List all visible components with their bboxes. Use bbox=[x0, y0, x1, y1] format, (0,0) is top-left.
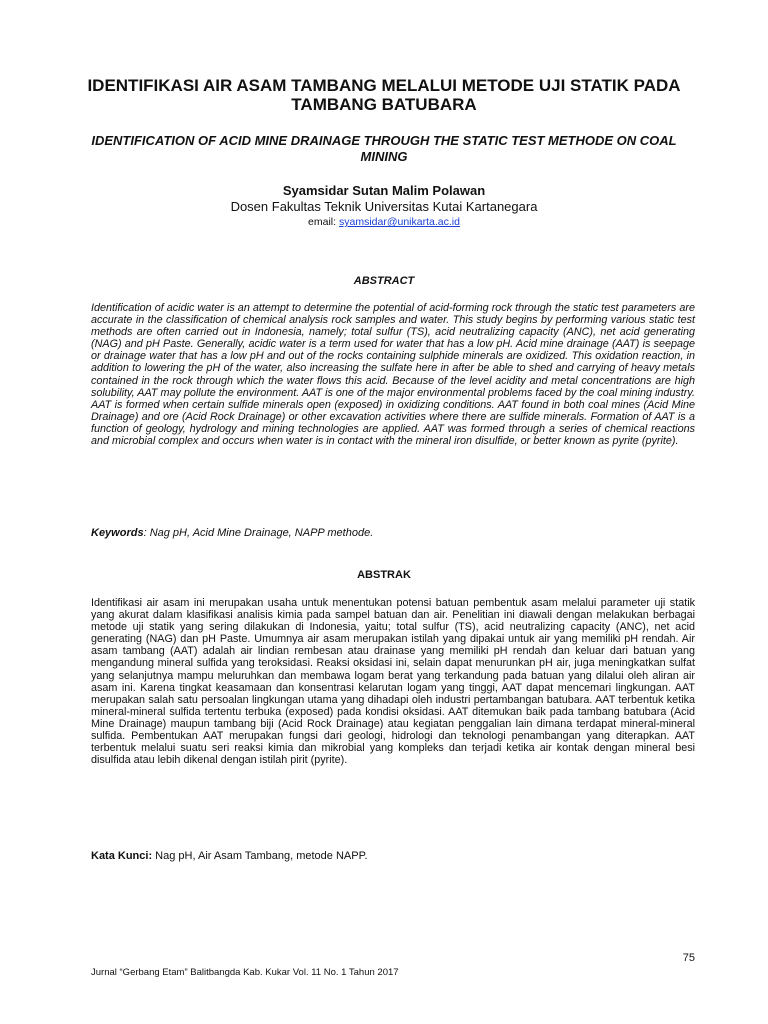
author-name: Syamsidar Sutan Malim Polawan bbox=[282, 183, 486, 198]
page-number: 75 bbox=[682, 952, 695, 964]
email-label: email: bbox=[308, 216, 337, 228]
kata-kunci-text: Nag pH, Air Asam Tambang, metode NAPP. bbox=[152, 850, 368, 862]
email-link[interactable]: syamsidar@unikarta.ac.id bbox=[338, 216, 460, 228]
paper-subtitle: IDENTIFICATION OF ACID MINE DRAINAGE THROUGH THE STATIC TEST METHODE ON COAL MINING bbox=[91, 133, 677, 164]
kata-kunci-label: Kata Kunci: bbox=[91, 850, 153, 862]
abstract-body: Identification of acidic water is an attempt to determine the potential of acid-forming rock through the static test parameters are accurate in the classification of chemical analysis rock samples and water. This study begins by performing various static test methods are often carried out in Indonesia, namely; total sulfur (TS), acid neutralizing capacity (ANC), net acid generating (NAG) and pH Paste. Generally, acidic water is a term used for water that has a low pH. Acid mine drainage (AAT) is seepage or drainage water that has a low pH and out of the rocks containing sulphide minerals are oxidized. This oxidation reaction, in addition to lowering the pH of the water, also increasing the sulfate here in after be able to shed and carrying of heavy metals contained in the rock through which the water flows this acid. Because of the level acidity and metal concentrations are high solubility, AAT may pollute the environment. AAT is one of the major environmental problems faced by the coal mining industry. AAT is formed when certain sulfide minerals open (exposed) in oxidizing conditions. AAT found in both coal mines (Acid Mine Drainage) and ore (Acid Rock Drainage) or other excavation activities where there are sulfide minerals. Formation of AAT is a function of geology, hydrology and mining technologies are applied. AAT was formed through a series of chemical reactions and microbial complex and occurs when water is in contact with the mineral iron disulfide, or better known as pyrite (pyrite). bbox=[91, 302, 695, 448]
abstrak-body: Identifikasi air asam ini merupakan usaha untuk menentukan potensi batuan pembentuk asam melalui parameter uji statik yang akurat dalam klasifikasi analisis kimia pada sampel batuan dan air. Penelitian ini diawali dengan melakukan berbagai metode uji statik yang sering dilakukan di Indonesia, yaitu; total sulfur (TS), acid neutralizing capacity (ANC), net acid generating (NAG) dan pH Paste. Umumnya air asam merupakan istilah yang dipakai untuk air yang memiliki pH rendah. Air asam tambang (AAT) adalah air lindian rembesan atau drainase yang memiliki pH rendah dan keluar dari batuan yang mengandung mineral sulfida yang teroksidasi. Reaksi oksidasi ini, selain dapat menurunkan pH air, juga meningkatkan sulfat yang selanjutnya mampu meluruhkan dan membawa logam berat yang terkandung pada batuan yang dilalui oleh aliran air asam ini. Karena tingkat keasamaan dan konsentrasi kelarutan logam yang tinggi, AAT dapat mencemari lingkungan. AAT merupakan salah satu persoalan lingkungan utama yang dihadapi oleh industri pertambangan batubara. AAT terbentuk ketika mineral-mineral sulfida tertentu terbuka (exposed) pada kondisi oksidasi. AAT ditemukan baik pada tambang batubara (Acid Mine Drainage) maupun tambang biji (Acid Rock Drainage) atau kegiatan penggalian lain dimana terdapat mineral-mineral sulfida. Pembentukan AAT merupakan fungsi dari geologi, hidrologi dan teknologi penambangan yang diterapkan. AAT terbentuk melalui suatu seri reaksi kimia dan mikrobial yang kompleks dan terjadi ketika air kontak dengan mineral besi disulfida atau lebih dikenal dengan istilah pirit (pyrite). bbox=[91, 597, 695, 767]
paper-title: IDENTIFIKASI AIR ASAM TAMBANG MELALUI METODE UJI STATIK PADA TAMBANG BATUBARA bbox=[87, 76, 681, 114]
keywords-label: Keywords bbox=[91, 527, 144, 539]
author-email-line bbox=[0, 215, 768, 229]
kata-kunci-line bbox=[91, 850, 695, 863]
journal-footer: Jurnal “Gerbang Etam” Balitbangda Kab. Kukar Vol. 11 No. 1 Tahun 2017 bbox=[91, 967, 399, 978]
keywords-line bbox=[91, 527, 695, 540]
abstract-heading: ABSTRACT bbox=[353, 275, 415, 287]
author-affiliation: Dosen Fakultas Teknik Universitas Kutai Kartanegara bbox=[230, 199, 538, 214]
keywords-text: : Nag pH, Acid Mine Drainage, NAPP methode. bbox=[143, 527, 374, 539]
abstrak-heading: ABSTRAK bbox=[357, 569, 411, 581]
